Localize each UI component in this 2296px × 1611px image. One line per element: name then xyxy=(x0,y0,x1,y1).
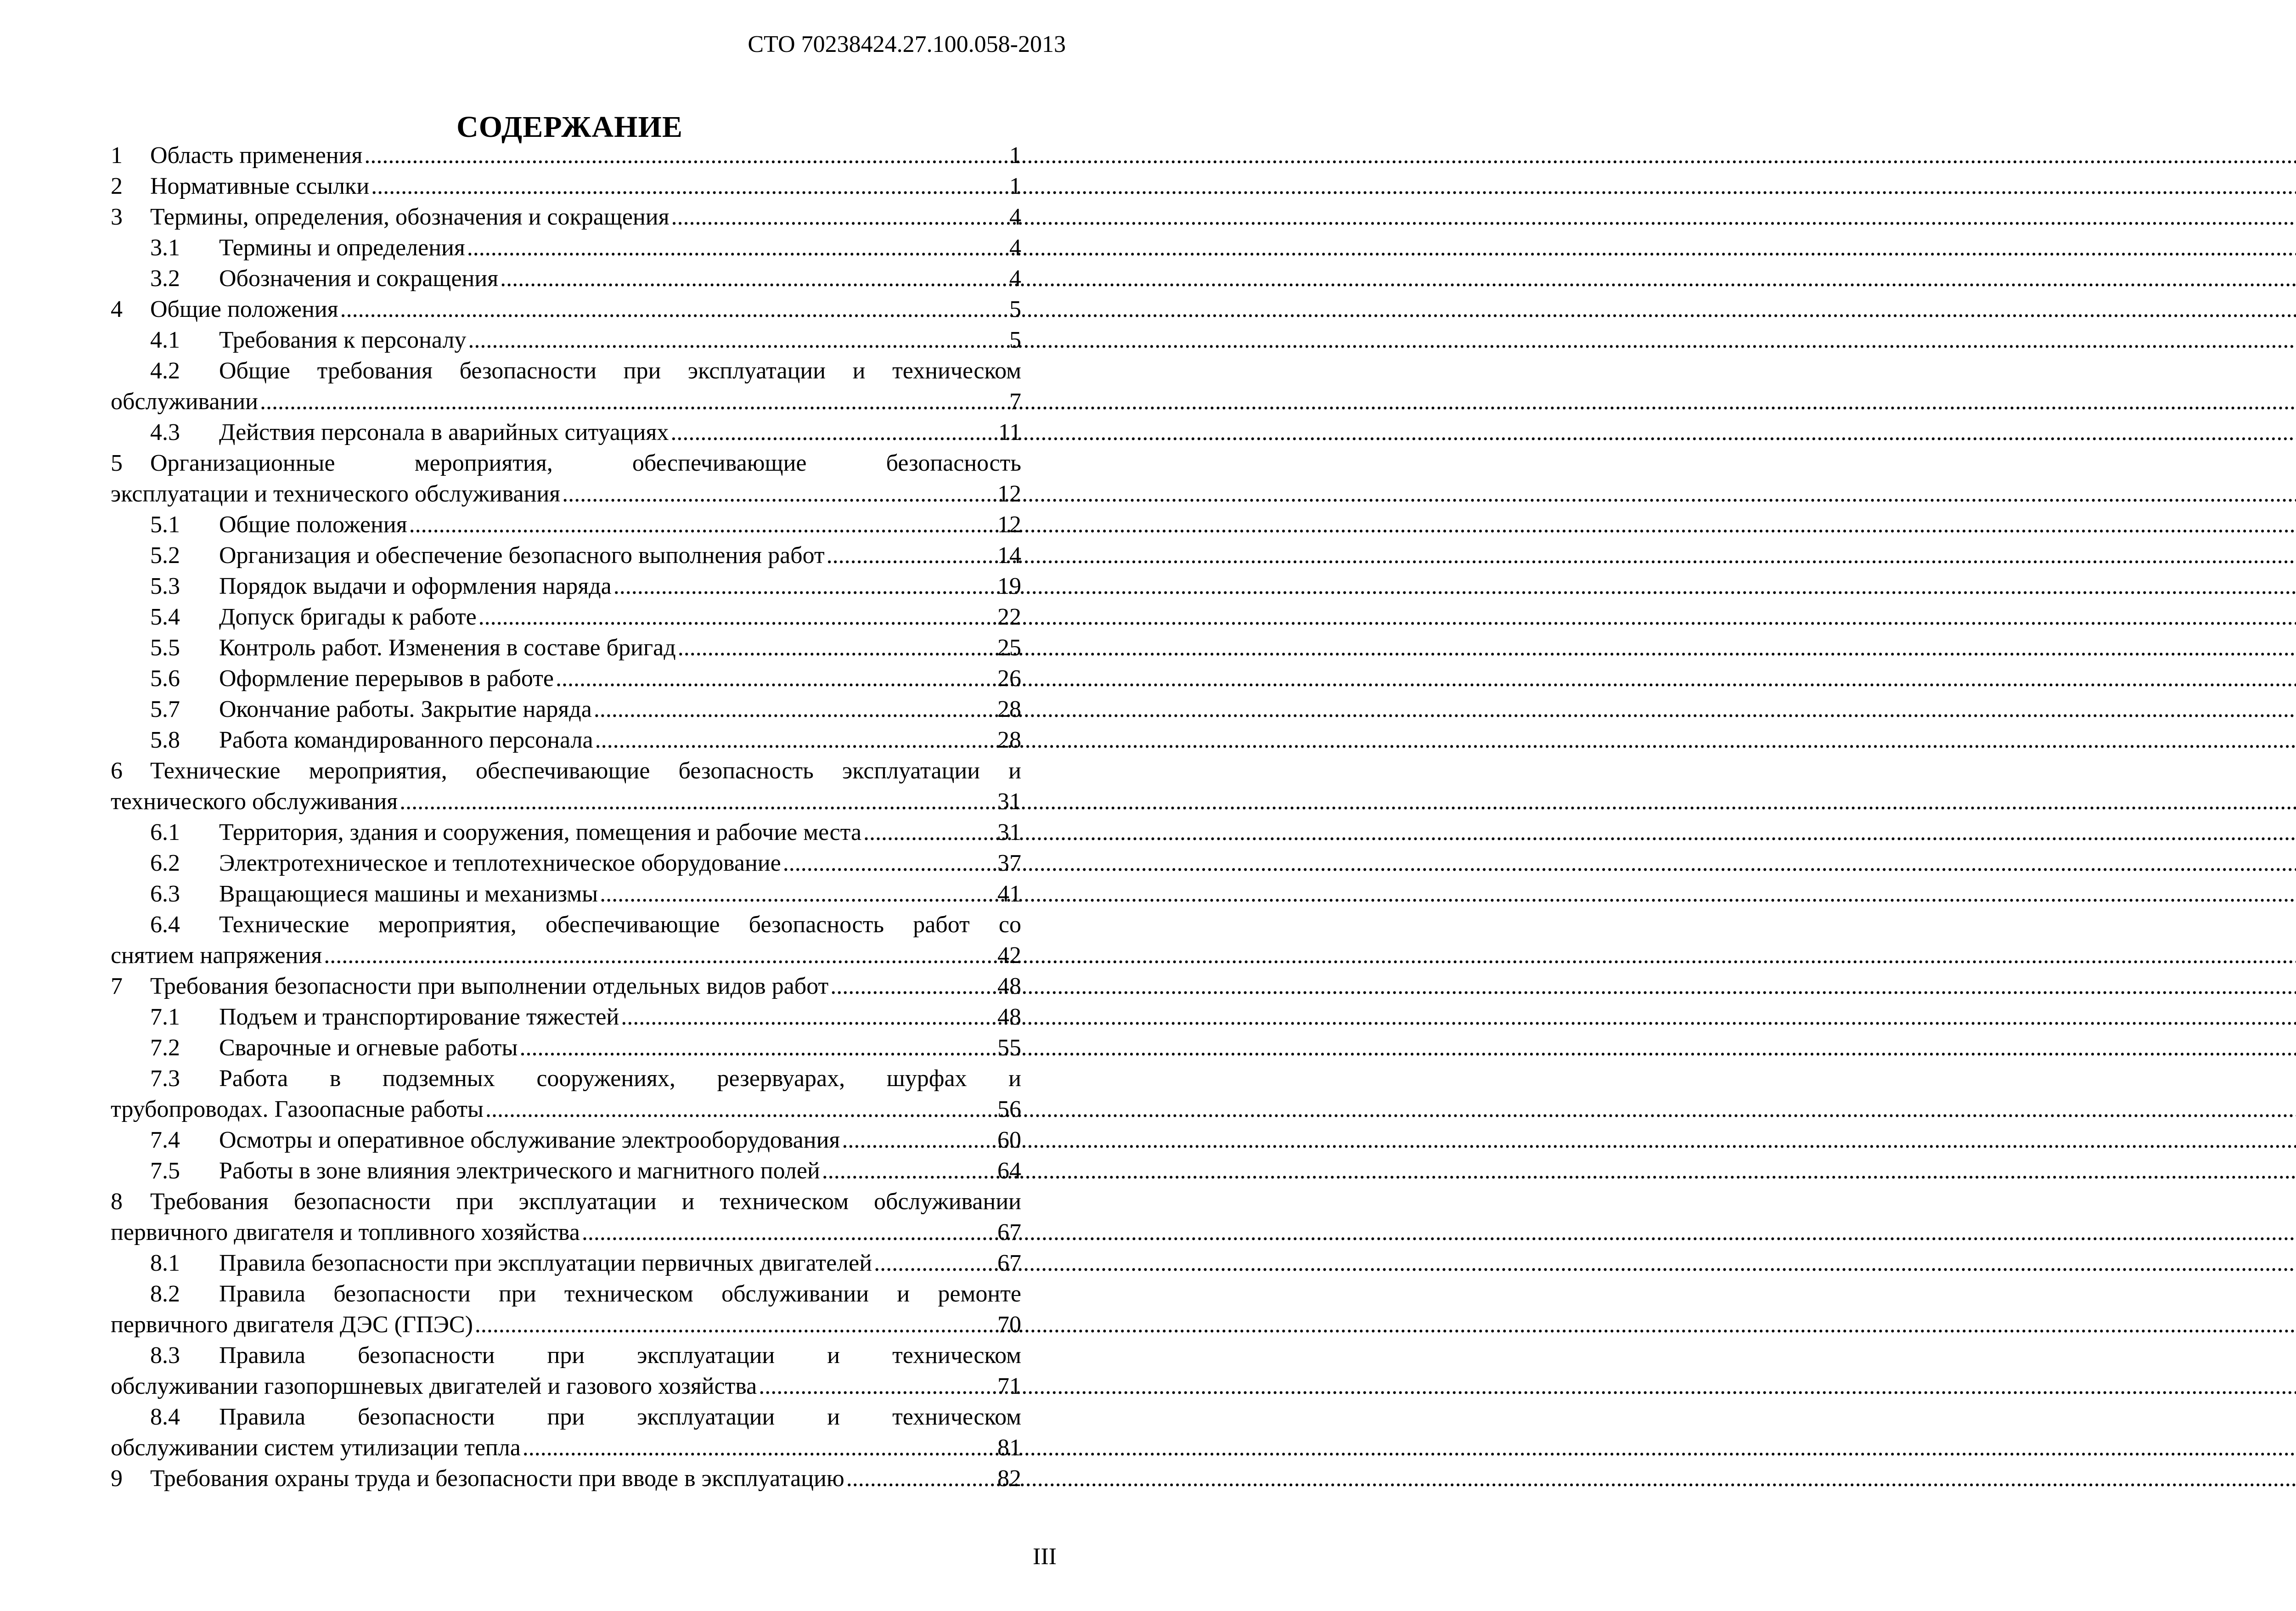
toc-entry[interactable] xyxy=(111,294,1021,325)
toc-entry-title: Требования к персоналу xyxy=(219,327,467,353)
toc-entry-number: 1 xyxy=(111,142,123,169)
toc-entry-title: Организационные мероприятия, обеспечивающие безопасность xyxy=(150,450,1021,476)
toc-entry-title: Территория, здания и сооружения, помещения и рабочие места xyxy=(219,819,862,845)
toc-entry-title: Нормативные ссылки xyxy=(150,173,370,199)
toc-entry-number: 3.2 xyxy=(150,265,180,292)
toc-entry-title: Контроль работ. Изменения в составе бригад xyxy=(219,635,676,661)
toc-entry[interactable] xyxy=(111,909,1021,971)
toc-entry-page: 4 xyxy=(1009,204,1021,230)
toc-entry-page: 37 xyxy=(997,850,1021,876)
toc-entry-number: 3.1 xyxy=(150,235,180,261)
table-of-contents xyxy=(111,140,1021,1494)
toc-entry[interactable] xyxy=(111,1063,1021,1125)
toc-entry-title: обслуживании систем утилизации тепла xyxy=(111,1435,521,1461)
dot-leader xyxy=(678,632,996,663)
dot-leader xyxy=(846,1463,996,1494)
toc-entry-title: Общие положения xyxy=(219,512,407,538)
toc-entry-page: 48 xyxy=(997,1004,1021,1030)
dot-leader xyxy=(621,1002,996,1032)
toc-entry-title: снятием напряжения xyxy=(111,942,322,969)
toc-title: СОДЕРЖАНИЕ xyxy=(456,110,683,144)
toc-entry-number: 8.2 xyxy=(150,1281,180,1307)
dot-leader xyxy=(475,1309,996,1340)
toc-entry[interactable] xyxy=(111,755,1021,817)
toc-entry[interactable] xyxy=(111,1340,1021,1402)
toc-entry[interactable] xyxy=(111,1002,1021,1032)
toc-entry-number: 5.7 xyxy=(150,696,180,722)
toc-entry-page: 7 xyxy=(1009,389,1021,415)
dot-leader xyxy=(600,879,996,909)
dot-leader xyxy=(842,1125,996,1155)
toc-entry-number: 4.3 xyxy=(150,419,180,445)
toc-entry[interactable] xyxy=(111,1463,1021,1494)
toc-entry-number: 6.3 xyxy=(150,881,180,907)
toc-entry-title: эксплуатации и технического обслуживания xyxy=(111,481,561,507)
toc-entry-page: 1 xyxy=(1009,173,1021,199)
toc-entry[interactable] xyxy=(111,202,1021,232)
dot-leader xyxy=(371,171,1007,202)
toc-entry[interactable] xyxy=(111,1248,1021,1279)
dot-leader xyxy=(500,263,1007,294)
dot-leader xyxy=(485,1094,996,1125)
toc-entry-page: 22 xyxy=(997,604,1021,630)
toc-entry[interactable] xyxy=(111,632,1021,663)
toc-entry-title: технического обслуживания xyxy=(111,789,398,815)
toc-entry-title: Подъем и транспортирование тяжестей xyxy=(219,1004,619,1030)
toc-entry-title: Требования безопасности при эксплуатации и техническом обслуживании xyxy=(150,1189,1021,1215)
toc-entry-page: 5 xyxy=(1009,296,1021,322)
toc-entry-title: первичного двигателя и топливного хозяйства xyxy=(111,1219,580,1245)
toc-entry-number: 5.8 xyxy=(150,727,180,753)
toc-entry[interactable] xyxy=(111,571,1021,602)
toc-entry-title: Организация и обеспечение безопасного выполнения работ xyxy=(219,542,825,569)
toc-entry-number: 3 xyxy=(111,204,123,230)
dot-leader xyxy=(409,509,996,540)
toc-entry-number: 7.2 xyxy=(150,1035,180,1061)
toc-entry-number: 4 xyxy=(111,296,123,322)
dot-leader xyxy=(556,663,996,694)
toc-entry-title: Область применения xyxy=(150,142,363,169)
toc-entry-page: 28 xyxy=(997,727,1021,753)
toc-entry-number: 8.4 xyxy=(150,1404,180,1430)
toc-entry[interactable] xyxy=(111,971,1021,1002)
toc-entry[interactable] xyxy=(111,1279,1021,1340)
toc-entry-title: Технические мероприятия, обеспечивающие безопасность эксплуатации и xyxy=(150,758,1021,784)
toc-entry-title: Общие положения xyxy=(150,296,338,322)
toc-entry-title: Работа командированного персонала xyxy=(219,727,593,753)
document-code: СТО 70238424.27.100.058-2013 xyxy=(748,31,1066,57)
toc-entry-title: Оформление перерывов в работе xyxy=(219,665,554,692)
toc-entry-number: 7.1 xyxy=(150,1004,180,1030)
toc-entry[interactable] xyxy=(111,171,1021,202)
toc-entry-page: 26 xyxy=(997,665,1021,692)
toc-entry-page: 11 xyxy=(998,419,1021,445)
dot-leader xyxy=(582,1217,996,1248)
toc-entry[interactable] xyxy=(111,355,1021,417)
dot-leader xyxy=(562,479,996,509)
toc-entry-title: обслуживании xyxy=(111,389,258,415)
toc-entry[interactable] xyxy=(111,417,1021,448)
toc-entry-number: 2 xyxy=(111,173,123,199)
toc-entry-page: 60 xyxy=(997,1127,1021,1153)
dot-leader xyxy=(874,1248,996,1279)
toc-entry-number: 7 xyxy=(111,973,123,999)
toc-entry-page: 5 xyxy=(1009,327,1021,353)
toc-entry-title: Порядок выдачи и оформления наряда xyxy=(219,573,612,599)
toc-entry-title: Работы в зоне влияния электрического и магнитного полей xyxy=(219,1158,820,1184)
toc-entry-title: Правила безопасности при эксплуатации первичных двигателей xyxy=(219,1250,872,1276)
toc-entry-number: 7.3 xyxy=(150,1065,180,1092)
toc-entry-number: 6.2 xyxy=(150,850,180,876)
toc-entry-page: 31 xyxy=(997,819,1021,845)
toc-entry-number: 4.1 xyxy=(150,327,180,353)
toc-entry[interactable] xyxy=(111,1032,1021,1063)
toc-entry-title: Правила безопасности при эксплуатации и техническом xyxy=(219,1404,1021,1430)
dot-leader xyxy=(595,725,996,755)
toc-entry[interactable] xyxy=(111,509,1021,540)
toc-entry[interactable] xyxy=(111,1402,1021,1463)
toc-entry-title: Требования охраны труда и безопасности при вводе в эксплуатацию xyxy=(150,1465,844,1492)
toc-entry-number: 5.3 xyxy=(150,573,180,599)
page-number: III xyxy=(1033,1543,1057,1570)
toc-entry-title: Допуск бригады к работе xyxy=(219,604,477,630)
dot-leader xyxy=(400,786,996,817)
dot-leader xyxy=(759,1371,996,1402)
toc-entry[interactable] xyxy=(111,694,1021,725)
toc-entry-title: Правила безопасности при эксплуатации и техническом xyxy=(219,1342,1021,1369)
toc-entry-number: 5 xyxy=(111,450,123,476)
toc-entry-number: 5.1 xyxy=(150,512,180,538)
toc-entry-title: Термины, определения, обозначения и сокращения xyxy=(150,204,670,230)
dot-leader xyxy=(519,1032,996,1063)
toc-entry-number: 8.3 xyxy=(150,1342,180,1369)
toc-entry[interactable] xyxy=(111,263,1021,294)
dot-leader xyxy=(830,971,996,1002)
toc-entry-number: 6.1 xyxy=(150,819,180,845)
dot-leader xyxy=(670,417,996,448)
toc-entry-number: 7.4 xyxy=(150,1127,180,1153)
toc-entry-page: 42 xyxy=(997,942,1021,969)
toc-entry-number: 8 xyxy=(111,1189,123,1215)
toc-entry-page: 70 xyxy=(997,1312,1021,1338)
toc-entry-number: 7.5 xyxy=(150,1158,180,1184)
dot-leader xyxy=(260,386,1007,417)
toc-entry-page: 31 xyxy=(997,789,1021,815)
toc-entry-title: Технические мероприятия, обеспечивающие безопасность работ со xyxy=(219,912,1021,938)
toc-entry[interactable] xyxy=(111,540,1021,571)
toc-entry-title: Сварочные и огневые работы xyxy=(219,1035,518,1061)
toc-entry-title: первичного двигателя ДЭС (ГПЭС) xyxy=(111,1312,473,1338)
toc-entry-page: 1 xyxy=(1009,142,1021,169)
dot-leader xyxy=(324,940,996,971)
toc-entry-title: Термины и определения xyxy=(219,235,465,261)
toc-entry[interactable] xyxy=(111,140,1021,171)
toc-entry-title: Действия персонала в аварийных ситуациях xyxy=(219,419,669,445)
dot-leader xyxy=(822,1155,996,1186)
toc-entry-title: трубопроводах. Газоопасные работы xyxy=(111,1096,484,1122)
toc-entry-page: 67 xyxy=(997,1250,1021,1276)
toc-entry-number: 5.6 xyxy=(150,665,180,692)
toc-entry-number: 8.1 xyxy=(150,1250,180,1276)
toc-entry-number: 5.5 xyxy=(150,635,180,661)
dot-leader xyxy=(783,848,996,879)
dot-leader xyxy=(827,540,996,571)
toc-entry-number: 5.2 xyxy=(150,542,180,569)
toc-entry-title: Обозначения и сокращения xyxy=(219,265,499,292)
dot-leader xyxy=(364,140,1007,171)
toc-entry[interactable] xyxy=(111,325,1021,355)
toc-entry[interactable] xyxy=(111,879,1021,909)
toc-entry-number: 6 xyxy=(111,758,123,784)
dot-leader xyxy=(863,817,996,848)
dot-leader xyxy=(468,325,1007,355)
toc-entry-page: 28 xyxy=(997,696,1021,722)
toc-entry-title: Окончание работы. Закрытие наряда xyxy=(219,696,592,722)
toc-entry-page: 55 xyxy=(997,1035,1021,1061)
toc-entry[interactable] xyxy=(111,817,1021,848)
toc-entry-page: 12 xyxy=(997,481,1021,507)
toc-entry-number: 9 xyxy=(111,1465,123,1492)
dot-leader xyxy=(613,571,996,602)
toc-entry-page: 71 xyxy=(997,1373,1021,1399)
toc-entry-page: 25 xyxy=(997,635,1021,661)
toc-entry-title: Правила безопасности при техническом обслуживании и ремонте xyxy=(219,1281,1021,1307)
toc-entry[interactable] xyxy=(111,232,1021,263)
toc-entry-number: 4.2 xyxy=(150,358,180,384)
toc-entry[interactable] xyxy=(111,848,1021,879)
toc-entry-page: 41 xyxy=(997,881,1021,907)
toc-entry-title: Работа в подземных сооружениях, резервуарах, шурфах и xyxy=(219,1065,1021,1092)
toc-entry-page: 81 xyxy=(997,1435,1021,1461)
toc-entry-page: 4 xyxy=(1009,265,1021,292)
toc-entry-title: обслуживании газопоршневых двигателей и газового хозяйства xyxy=(111,1373,757,1399)
toc-entry-page: 14 xyxy=(997,542,1021,569)
toc-entry[interactable] xyxy=(111,602,1021,632)
toc-entry-title: Общие требования безопасности при эксплуатации и техническом xyxy=(219,358,1021,384)
toc-entry[interactable] xyxy=(111,663,1021,694)
dot-leader xyxy=(594,694,996,725)
toc-entry-title: Требования безопасности при выполнении отдельных видов работ xyxy=(150,973,829,999)
toc-entry-page: 19 xyxy=(997,573,1021,599)
toc-entry-page: 64 xyxy=(997,1158,1021,1184)
toc-entry-title: Вращающиеся машины и механизмы xyxy=(219,881,598,907)
toc-entry-number: 6.4 xyxy=(150,912,180,938)
toc-entry-title: Электротехническое и теплотехническое оборудование xyxy=(219,850,781,876)
dot-leader xyxy=(523,1432,996,1463)
toc-entry-page: 67 xyxy=(997,1219,1021,1245)
toc-entry[interactable] xyxy=(111,1155,1021,1186)
dot-leader xyxy=(671,202,1007,232)
toc-entry[interactable] xyxy=(111,1186,1021,1248)
toc-entry-page: 12 xyxy=(997,512,1021,538)
toc-entry[interactable] xyxy=(111,725,1021,755)
toc-entry[interactable] xyxy=(111,448,1021,509)
toc-entry-title: Осмотры и оперативное обслуживание электрооборудования xyxy=(219,1127,840,1153)
dot-leader xyxy=(340,294,1007,325)
dot-leader xyxy=(467,232,1007,263)
toc-entry[interactable] xyxy=(111,1125,1021,1155)
toc-entry-number: 5.4 xyxy=(150,604,180,630)
toc-entry-page: 48 xyxy=(997,973,1021,999)
toc-entry-page: 82 xyxy=(997,1465,1021,1492)
dot-leader xyxy=(478,602,996,632)
toc-entry-page: 4 xyxy=(1009,235,1021,261)
toc-entry-page: 56 xyxy=(997,1096,1021,1122)
